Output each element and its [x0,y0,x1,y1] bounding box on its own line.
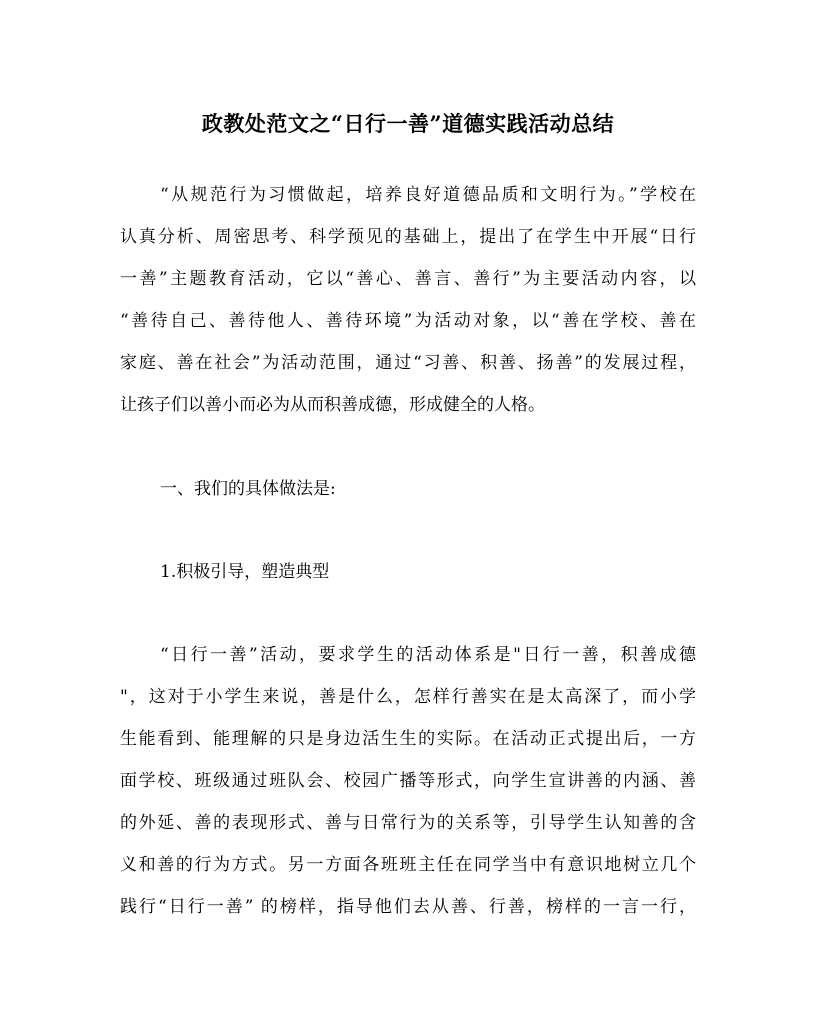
document-title: 政教处范文之“日行一善”道德实践活动总结 [201,111,615,136]
paragraph-line: “善待自己、善待他人、善待环境”为活动对象，以“善在学校、善在 [120,311,696,331]
paragraph-line: “从规范行为习惯做起，培养良好道德品质和文明行为。”学校在 [160,185,696,205]
section-heading: 一、我们的具体做法是: [160,479,336,499]
paragraph-line: 认真分析、周密思考、科学预见的基础上，提出了在学生中开展“日行 [120,227,696,247]
paragraph-line: 践行“日行一善” 的榜样，指导他们去从善、行善，榜样的一言一行， [120,897,696,917]
paragraph-line: 面学校、班级通过班队会、校园广播等形式，向学生宣讲善的内涵、善 [120,771,696,791]
paragraph-line: 生能看到、能理解的只是身边活生生的实际。在活动正式提出后，一方 [120,729,696,749]
paragraph-line: "，这对于小学生来说，善是什么，怎样行善实在是太高深了，而小学 [120,687,696,707]
paragraph-line: 让孩子们以善小而必为从而积善成德，形成健全的人格。 [120,395,545,415]
paragraph-line: 一善”主题教育活动，它以“善心、善言、善行”为主要活动内容，以 [120,269,696,289]
section-subheading: 1.积极引导，塑造典型 [160,562,330,582]
paragraph-line: 家庭、善在社会”为活动范围，通过“习善、积善、扬善”的发展过程， [120,353,696,373]
paragraph-line: 的外延、善的表现形式、善与日常行为的关系等，引导学生认知善的含 [120,813,696,833]
paragraph-line: “日行一善”活动，要求学生的活动体系是"日行一善，积善成德 [160,645,696,665]
paragraph-line: 义和善的行为方式。另一方面各班班主任在同学当中有意识地树立几个 [120,855,696,875]
